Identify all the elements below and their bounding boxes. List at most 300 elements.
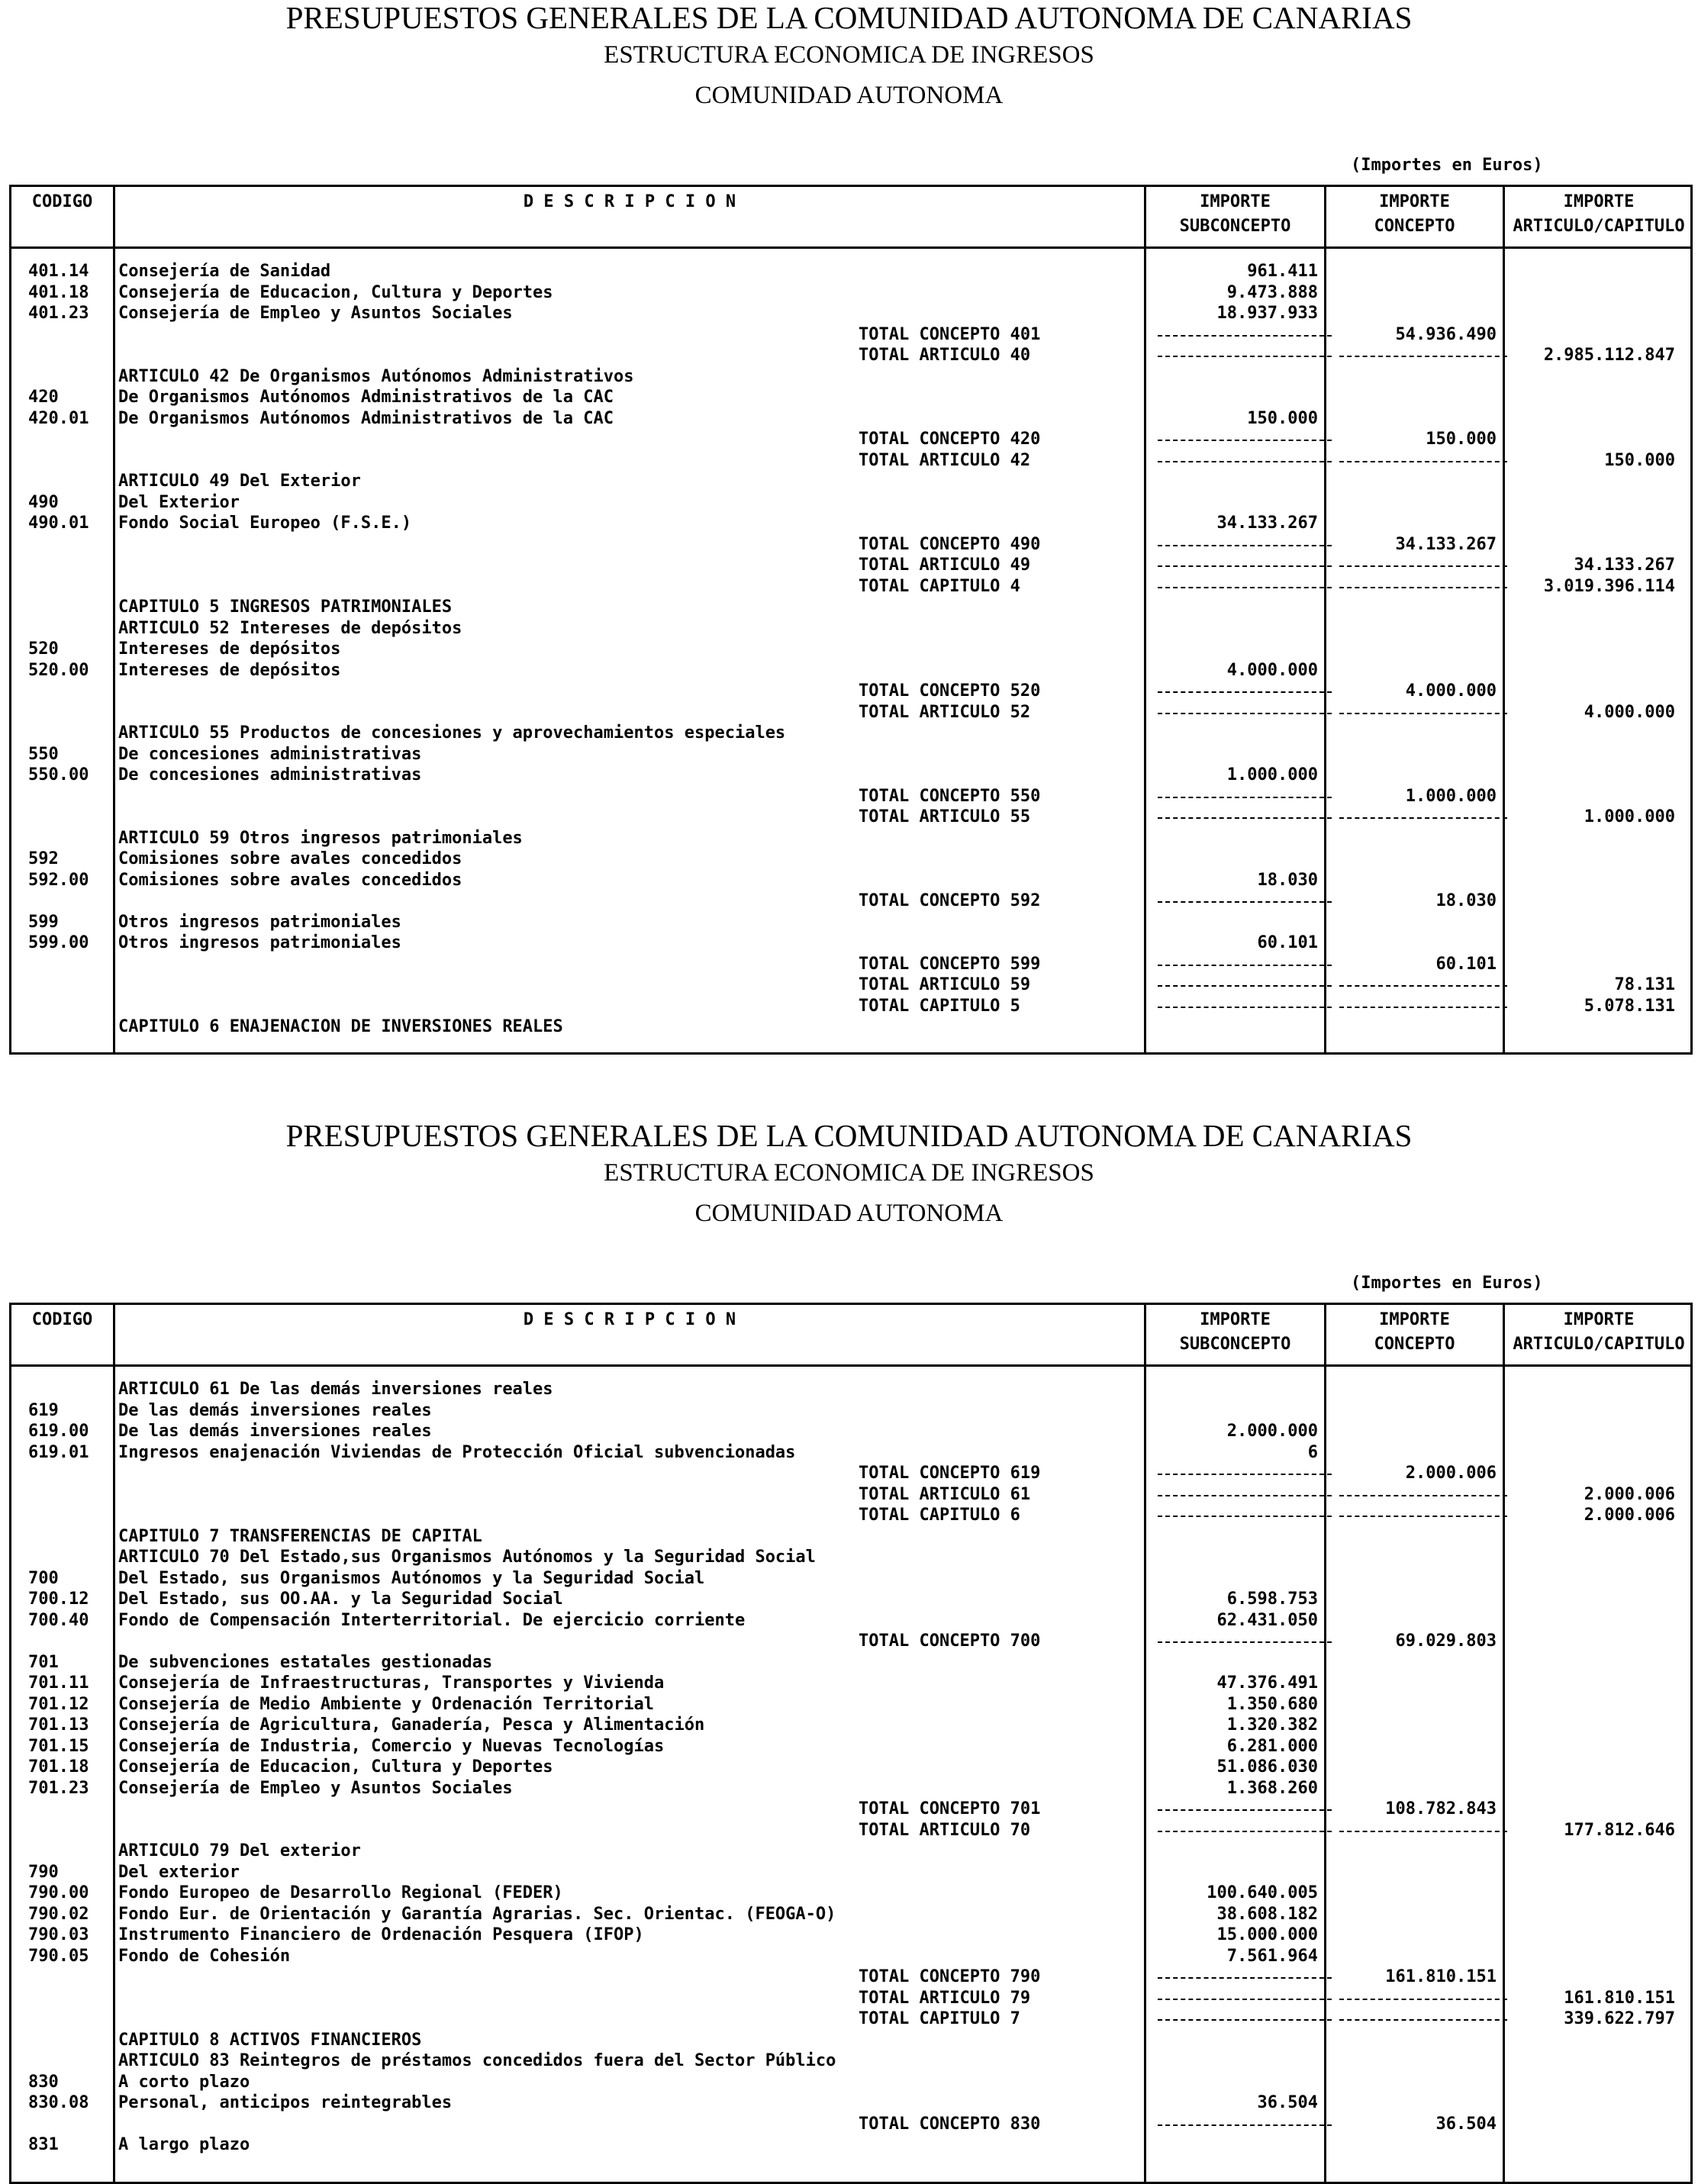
table-row bbox=[11, 303, 1690, 324]
row-code: 700.12 bbox=[28, 1590, 89, 1609]
total-row bbox=[11, 450, 1690, 472]
table-row bbox=[11, 1442, 1690, 1464]
row-total-label: TOTAL CONCEPTO 619 bbox=[859, 1464, 1041, 1483]
column-header-descripcion: D E S C R I P C I O N bbox=[523, 192, 736, 211]
row-code: 790.03 bbox=[28, 1925, 89, 1944]
row-total-label: TOTAL ARTICULO 61 bbox=[859, 1484, 1031, 1504]
row-total-label: TOTAL CAPITULO 5 bbox=[859, 996, 1020, 1016]
dashed-separator bbox=[1158, 1495, 1332, 1496]
row-importe-subconcepto: 47.376.491 bbox=[1216, 1673, 1318, 1693]
dashed-separator bbox=[1339, 713, 1507, 714]
dashed-separator bbox=[1158, 1831, 1332, 1832]
row-importe-subconcepto: 62.431.050 bbox=[1216, 1610, 1318, 1630]
row-description: De las demás inversiones reales bbox=[118, 1400, 432, 1420]
column-header-concepto-1: IMPORTE bbox=[1379, 192, 1450, 211]
row-description: A corto plazo bbox=[118, 2072, 250, 2092]
table-row bbox=[11, 2134, 1690, 2156]
table-row bbox=[11, 1016, 1690, 1038]
row-importe-concepto: 69.029.803 bbox=[1395, 1632, 1497, 1651]
row-code: 401.18 bbox=[28, 282, 89, 302]
row-importe-articulo: 2.000.006 bbox=[1584, 1484, 1675, 1504]
row-description: Otros ingresos patrimoniales bbox=[118, 912, 401, 932]
row-code: 790.00 bbox=[28, 1883, 89, 1902]
table-row bbox=[11, 1778, 1690, 1799]
row-description: Consejería de Empleo y Asuntos Sociales bbox=[118, 304, 513, 323]
row-total-label: TOTAL ARTICULO 52 bbox=[859, 702, 1031, 722]
row-importe-subconcepto: 38.608.182 bbox=[1216, 1904, 1318, 1924]
page-title: PRESUPUESTOS GENERALES DE LA COMUNIDAD AUTONOMA DE CANARIAS bbox=[285, 0, 1413, 35]
row-total-label: TOTAL CONCEPTO 592 bbox=[859, 891, 1041, 910]
row-description: Del exterior bbox=[118, 1862, 240, 1882]
column-header-concepto-2: CONCEPTO bbox=[1374, 217, 1455, 236]
row-code: 790.02 bbox=[28, 1904, 89, 1924]
row-total-label: TOTAL ARTICULO 55 bbox=[859, 807, 1031, 826]
row-code: 830.08 bbox=[28, 2093, 89, 2112]
dashed-separator bbox=[1158, 587, 1332, 588]
row-description: Intereses de depósitos bbox=[118, 639, 341, 659]
row-description: De concesiones administrativas bbox=[118, 765, 422, 784]
row-importe-concepto: 34.133.267 bbox=[1395, 534, 1497, 554]
row-importe-articulo: 5.078.131 bbox=[1584, 996, 1675, 1016]
row-description: ARTICULO 59 Otros ingresos patrimoniales bbox=[118, 828, 523, 848]
total-row bbox=[11, 786, 1690, 807]
total-row bbox=[11, 681, 1690, 702]
row-code: 520 bbox=[28, 639, 59, 659]
column-header-codigo: CODIGO bbox=[31, 1310, 93, 1329]
table-row bbox=[11, 261, 1690, 282]
row-importe-articulo: 34.133.267 bbox=[1574, 556, 1675, 575]
dashed-separator bbox=[1339, 1516, 1507, 1517]
row-code: 490 bbox=[28, 492, 59, 512]
dashed-separator bbox=[1339, 461, 1507, 462]
table-row bbox=[11, 387, 1690, 408]
dashed-separator bbox=[1158, 1474, 1332, 1475]
row-importe-subconcepto: 15.000.000 bbox=[1216, 1925, 1318, 1944]
row-importe-articulo: 1.000.000 bbox=[1584, 807, 1675, 826]
row-importe-concepto: 4.000.000 bbox=[1405, 681, 1497, 701]
row-importe-concepto: 18.030 bbox=[1435, 891, 1497, 910]
table-row bbox=[11, 1841, 1690, 1862]
row-code: 420 bbox=[28, 388, 59, 407]
row-code: 599.00 bbox=[28, 933, 89, 952]
row-importe-subconcepto: 51.086.030 bbox=[1216, 1757, 1318, 1777]
row-description: Consejería de Educacion, Cultura y Deportes bbox=[118, 282, 553, 302]
budget-table bbox=[9, 185, 1693, 1055]
row-code: 790.05 bbox=[28, 1946, 89, 1966]
table-row bbox=[11, 1400, 1690, 1422]
row-importe-articulo: 339.622.797 bbox=[1564, 2009, 1675, 2028]
table-row bbox=[11, 1610, 1690, 1632]
table-row bbox=[11, 1379, 1690, 1400]
dashed-separator bbox=[1158, 545, 1332, 546]
row-total-label: TOTAL CONCEPTO 550 bbox=[859, 786, 1041, 806]
dashed-separator bbox=[1339, 985, 1507, 987]
total-row bbox=[11, 576, 1690, 598]
dashed-separator bbox=[1158, 1641, 1332, 1643]
row-description: Del Estado, sus Organismos Autónomos y la Seguridad Social bbox=[118, 1568, 705, 1588]
row-description: CAPITULO 8 ACTIVOS FINANCIEROS bbox=[118, 2030, 422, 2050]
row-code: 550 bbox=[28, 744, 59, 764]
row-total-label: TOTAL CONCEPTO 420 bbox=[859, 430, 1041, 449]
total-row bbox=[11, 807, 1690, 828]
table-row bbox=[11, 366, 1690, 388]
row-description: Del Estado, sus OO.AA. y la Seguridad Social bbox=[118, 1590, 563, 1609]
row-importe-subconcepto: 6.598.753 bbox=[1226, 1590, 1318, 1609]
table-row bbox=[11, 660, 1690, 681]
row-total-label: TOTAL CONCEPTO 490 bbox=[859, 534, 1041, 554]
row-code: 830 bbox=[28, 2072, 59, 2092]
row-code: 701.11 bbox=[28, 1673, 89, 1693]
dashed-separator bbox=[1158, 1977, 1332, 1979]
dashed-separator bbox=[1158, 565, 1332, 567]
table-row bbox=[11, 912, 1690, 933]
column-header-descripcion: D E S C R I P C I O N bbox=[523, 1310, 736, 1329]
table-row bbox=[11, 1673, 1690, 1694]
dashed-separator bbox=[1158, 2019, 1332, 2021]
row-importe-articulo: 2.985.112.847 bbox=[1543, 346, 1675, 365]
table-row bbox=[11, 828, 1690, 849]
units-note: (Importes en Euros) bbox=[1351, 156, 1543, 175]
row-importe-concepto: 2.000.006 bbox=[1405, 1464, 1497, 1483]
total-row bbox=[11, 1484, 1690, 1506]
row-description: Consejería de Sanidad bbox=[118, 262, 331, 281]
row-total-label: TOTAL ARTICULO 70 bbox=[859, 1820, 1031, 1840]
dashed-separator bbox=[1158, 440, 1332, 441]
row-total-label: TOTAL ARTICULO 79 bbox=[859, 1988, 1031, 2008]
total-row bbox=[11, 891, 1690, 912]
dashed-separator bbox=[1339, 1999, 1507, 2000]
row-importe-subconcepto: 6.281.000 bbox=[1226, 1736, 1318, 1756]
table-row bbox=[11, 282, 1690, 304]
row-total-label: TOTAL CONCEPTO 830 bbox=[859, 2114, 1041, 2134]
total-row bbox=[11, 1988, 1690, 2009]
total-row bbox=[11, 996, 1690, 1017]
row-code: 619 bbox=[28, 1400, 59, 1420]
row-description: Personal, anticipos reintegrables bbox=[118, 2093, 453, 2112]
dashed-separator bbox=[1339, 1007, 1507, 1008]
table-row bbox=[11, 618, 1690, 639]
row-description: ARTICULO 79 Del exterior bbox=[118, 1841, 361, 1860]
total-row bbox=[11, 534, 1690, 556]
row-importe-concepto: 150.000 bbox=[1426, 430, 1497, 449]
table-row bbox=[11, 933, 1690, 954]
row-description: A largo plazo bbox=[118, 2135, 250, 2154]
row-code: 700 bbox=[28, 1568, 59, 1588]
row-total-label: TOTAL CONCEPTO 520 bbox=[859, 681, 1041, 701]
header-divider bbox=[11, 1364, 1690, 1367]
row-code: 592 bbox=[28, 849, 59, 868]
table-body bbox=[11, 1379, 1690, 2156]
column-header-subconcepto-2: SUBCONCEPTO bbox=[1179, 1335, 1291, 1354]
dashed-separator bbox=[1158, 1999, 1332, 2000]
row-description: Consejería de Industria, Comercio y Nuevas Tecnologías bbox=[118, 1736, 665, 1756]
table-row bbox=[11, 1883, 1690, 1904]
dashed-separator bbox=[1158, 965, 1332, 966]
row-total-label: TOTAL CONCEPTO 401 bbox=[859, 324, 1041, 344]
row-description: CAPITULO 5 INGRESOS PATRIMONIALES bbox=[118, 598, 453, 617]
table-row bbox=[11, 1862, 1690, 1883]
row-importe-subconcepto: 100.640.005 bbox=[1207, 1883, 1318, 1902]
column-header-concepto-1: IMPORTE bbox=[1379, 1310, 1450, 1329]
dashed-separator bbox=[1339, 817, 1507, 819]
row-description: Consejería de Infraestructuras, Transportes y Vivienda bbox=[118, 1673, 665, 1693]
table-row bbox=[11, 471, 1690, 492]
total-row bbox=[11, 345, 1690, 366]
table-row bbox=[11, 849, 1690, 870]
table-row bbox=[11, 639, 1690, 660]
total-row bbox=[11, 429, 1690, 450]
row-importe-concepto: 1.000.000 bbox=[1405, 786, 1497, 806]
row-code: 701.18 bbox=[28, 1757, 89, 1777]
row-importe-subconcepto: 7.561.964 bbox=[1226, 1946, 1318, 1966]
row-importe-subconcepto: 60.101 bbox=[1257, 933, 1318, 952]
row-code: 700.40 bbox=[28, 1610, 89, 1630]
total-row bbox=[11, 1967, 1690, 1988]
table-row bbox=[11, 1526, 1690, 1548]
row-description: ARTICULO 70 Del Estado,sus Organismos Autónomos y la Seguridad Social bbox=[118, 1548, 816, 1567]
units-note: (Importes en Euros) bbox=[1351, 1274, 1543, 1293]
table-row bbox=[11, 1589, 1690, 1610]
dashed-separator bbox=[1339, 356, 1507, 357]
total-row bbox=[11, 1799, 1690, 1820]
row-importe-concepto: 36.504 bbox=[1435, 2114, 1497, 2134]
column-header-articulo-2: ARTICULO/CAPITULO bbox=[1513, 217, 1685, 236]
total-row bbox=[11, 1820, 1690, 1841]
row-total-label: TOTAL CONCEPTO 599 bbox=[859, 954, 1041, 974]
total-row bbox=[11, 2008, 1690, 2030]
row-importe-subconcepto: 18.030 bbox=[1257, 870, 1318, 890]
row-description: ARTICULO 61 De las demás inversiones reales bbox=[118, 1380, 553, 1399]
row-description: CAPITULO 6 ENAJENACION DE INVERSIONES REALES bbox=[118, 1017, 563, 1036]
table-row bbox=[11, 1652, 1690, 1673]
row-total-label: TOTAL CAPITULO 4 bbox=[859, 576, 1020, 596]
row-importe-subconcepto: 1.368.260 bbox=[1226, 1778, 1318, 1798]
table-row bbox=[11, 765, 1690, 786]
dashed-separator bbox=[1339, 1831, 1507, 1832]
row-description: De las demás inversiones reales bbox=[118, 1422, 432, 1441]
row-total-label: TOTAL CAPITULO 6 bbox=[859, 1506, 1020, 1525]
row-description: De Organismos Autónomos Administrativos de la CAC bbox=[118, 408, 614, 428]
row-code: 619.00 bbox=[28, 1422, 89, 1441]
table-row bbox=[11, 2072, 1690, 2093]
dashed-separator bbox=[1158, 461, 1332, 462]
row-importe-subconcepto: 4.000.000 bbox=[1226, 660, 1318, 680]
row-importe-articulo: 78.131 bbox=[1614, 975, 1675, 994]
dashed-separator bbox=[1158, 335, 1332, 337]
row-description: De subvenciones estatales gestionadas bbox=[118, 1652, 493, 1672]
row-importe-subconcepto: 1.000.000 bbox=[1226, 765, 1318, 784]
table-row bbox=[11, 1421, 1690, 1442]
row-importe-subconcepto: 2.000.000 bbox=[1226, 1422, 1318, 1441]
table-row bbox=[11, 597, 1690, 618]
dashed-separator bbox=[1158, 713, 1332, 714]
row-code: 401.23 bbox=[28, 304, 89, 323]
row-importe-articulo: 2.000.006 bbox=[1584, 1506, 1675, 1525]
row-code: 550.00 bbox=[28, 765, 89, 784]
column-header-subconcepto-1: IMPORTE bbox=[1200, 1310, 1271, 1329]
dashed-separator bbox=[1158, 691, 1332, 693]
row-description: Otros ingresos patrimoniales bbox=[118, 933, 401, 952]
column-header-subconcepto-2: SUBCONCEPTO bbox=[1179, 217, 1291, 236]
column-header-subconcepto-1: IMPORTE bbox=[1200, 192, 1271, 211]
row-description: ARTICULO 83 Reintegros de préstamos concedidos fuera del Sector Público bbox=[118, 2051, 836, 2070]
dashed-separator bbox=[1158, 797, 1332, 798]
row-description: De Organismos Autónomos Administrativos de la CAC bbox=[118, 388, 614, 407]
total-row bbox=[11, 1631, 1690, 1652]
column-header-articulo-1: IMPORTE bbox=[1563, 1310, 1635, 1329]
row-description: ARTICULO 49 Del Exterior bbox=[118, 472, 361, 491]
table-row bbox=[11, 2030, 1690, 2051]
row-code: 619.01 bbox=[28, 1442, 89, 1462]
row-code: 599 bbox=[28, 912, 59, 932]
row-description: Consejería de Empleo y Asuntos Sociales bbox=[118, 1778, 513, 1798]
row-description: ARTICULO 42 De Organismos Autónomos Administrativos bbox=[118, 366, 634, 386]
table-row bbox=[11, 1736, 1690, 1757]
dashed-separator bbox=[1339, 565, 1507, 567]
row-description: Fondo Eur. de Orientación y Garantía Agrarias. Sec. Orientac. (FEOGA-O) bbox=[118, 1904, 836, 1924]
page-subtitle: ESTRUCTURA ECONOMICA DE INGRESOS bbox=[604, 41, 1094, 69]
row-description: Fondo Social Europeo (F.S.E.) bbox=[118, 514, 412, 533]
row-total-label: TOTAL ARTICULO 42 bbox=[859, 450, 1031, 470]
column-header-articulo-1: IMPORTE bbox=[1563, 192, 1635, 211]
row-importe-subconcepto: 6 bbox=[1307, 1442, 1318, 1462]
budget-table bbox=[9, 1303, 1693, 2184]
page-subtitle: ESTRUCTURA ECONOMICA DE INGRESOS bbox=[604, 1159, 1094, 1187]
row-description: Fondo de Compensación Interterritorial. De ejercicio corriente bbox=[118, 1610, 746, 1630]
row-importe-articulo: 4.000.000 bbox=[1584, 702, 1675, 722]
row-description: Del Exterior bbox=[118, 492, 240, 512]
dashed-separator bbox=[1158, 1809, 1332, 1811]
row-total-label: TOTAL CONCEPTO 700 bbox=[859, 1632, 1041, 1651]
row-importe-articulo: 161.810.151 bbox=[1564, 1988, 1675, 2008]
row-code: 401.14 bbox=[28, 262, 89, 281]
total-row bbox=[11, 2114, 1690, 2135]
column-header-codigo: CODIGO bbox=[31, 192, 93, 211]
table-row bbox=[11, 513, 1690, 534]
table-row bbox=[11, 723, 1690, 744]
row-importe-subconcepto: 9.473.888 bbox=[1226, 282, 1318, 302]
row-description: Consejería de Educacion, Cultura y Deportes bbox=[118, 1757, 553, 1777]
row-importe-subconcepto: 18.937.933 bbox=[1216, 304, 1318, 323]
row-code: 420.01 bbox=[28, 408, 89, 428]
table-row bbox=[11, 1715, 1690, 1736]
row-code: 701 bbox=[28, 1652, 59, 1672]
table-row bbox=[11, 1925, 1690, 1946]
row-description: Fondo de Cohesión bbox=[118, 1946, 291, 1966]
row-total-label: TOTAL CONCEPTO 790 bbox=[859, 1967, 1041, 1986]
row-importe-subconcepto: 1.350.680 bbox=[1226, 1694, 1318, 1714]
row-description: ARTICULO 55 Productos de concesiones y aprovechamientos especiales bbox=[118, 723, 786, 742]
row-importe-subconcepto: 150.000 bbox=[1247, 408, 1318, 428]
row-importe-concepto: 60.101 bbox=[1435, 954, 1497, 974]
row-code: 701.12 bbox=[28, 1694, 89, 1714]
table-row bbox=[11, 492, 1690, 514]
table-row bbox=[11, 870, 1690, 891]
row-importe-subconcepto: 36.504 bbox=[1257, 2093, 1318, 2112]
dashed-separator bbox=[1339, 1495, 1507, 1496]
column-header-concepto-2: CONCEPTO bbox=[1374, 1335, 1455, 1354]
row-code: 701.13 bbox=[28, 1715, 89, 1735]
table-body bbox=[11, 261, 1690, 1038]
row-description: Comisiones sobre avales concedidos bbox=[118, 849, 462, 868]
row-description: Consejería de Agricultura, Ganadería, Pesca y Alimentación bbox=[118, 1715, 705, 1735]
row-code: 831 bbox=[28, 2135, 59, 2154]
row-description: ARTICULO 52 Intereses de depósitos bbox=[118, 618, 462, 638]
table-row bbox=[11, 1946, 1690, 1967]
row-importe-concepto: 161.810.151 bbox=[1385, 1967, 1497, 1986]
table-row bbox=[11, 1694, 1690, 1715]
total-row bbox=[11, 1463, 1690, 1484]
row-code: 701.15 bbox=[28, 1736, 89, 1756]
total-row bbox=[11, 702, 1690, 723]
column-header-articulo-2: ARTICULO/CAPITULO bbox=[1513, 1335, 1685, 1354]
total-row bbox=[11, 954, 1690, 975]
row-description: De concesiones administrativas bbox=[118, 744, 422, 764]
total-row bbox=[11, 324, 1690, 346]
table-row bbox=[11, 2050, 1690, 2072]
dashed-separator bbox=[1158, 1516, 1332, 1517]
row-importe-subconcepto: 1.320.382 bbox=[1226, 1715, 1318, 1735]
page-entity: COMUNIDAD AUTONOMA bbox=[694, 1200, 1004, 1227]
row-total-label: TOTAL ARTICULO 49 bbox=[859, 556, 1031, 575]
header-divider bbox=[11, 246, 1690, 249]
row-code: 701.23 bbox=[28, 1778, 89, 1798]
page-entity: COMUNIDAD AUTONOMA bbox=[694, 82, 1004, 109]
page-title: PRESUPUESTOS GENERALES DE LA COMUNIDAD AUTONOMA DE CANARIAS bbox=[285, 1118, 1413, 1153]
table-row bbox=[11, 1757, 1690, 1778]
dashed-separator bbox=[1158, 1007, 1332, 1008]
row-importe-concepto: 108.782.843 bbox=[1385, 1799, 1497, 1818]
row-code: 520.00 bbox=[28, 660, 89, 680]
row-code: 490.01 bbox=[28, 514, 89, 533]
row-total-label: TOTAL ARTICULO 59 bbox=[859, 975, 1031, 994]
table-row bbox=[11, 1904, 1690, 1925]
row-description: Instrumento Financiero de Ordenación Pesquera (IFOP) bbox=[118, 1925, 644, 1944]
row-total-label: TOTAL CONCEPTO 701 bbox=[859, 1799, 1041, 1818]
row-description: Fondo Europeo de Desarrollo Regional (FEDER) bbox=[118, 1883, 563, 1902]
row-code: 790 bbox=[28, 1862, 59, 1882]
dashed-separator bbox=[1339, 2019, 1507, 2021]
dashed-separator bbox=[1158, 817, 1332, 819]
row-description: Ingresos enajenación Viviendas de Protección Oficial subvencionadas bbox=[118, 1442, 796, 1462]
table-row bbox=[11, 408, 1690, 430]
row-importe-articulo: 3.019.396.114 bbox=[1543, 576, 1675, 596]
total-row bbox=[11, 974, 1690, 996]
table-row bbox=[11, 2092, 1690, 2114]
table-row bbox=[11, 1547, 1690, 1568]
row-importe-subconcepto: 34.133.267 bbox=[1216, 514, 1318, 533]
row-description: CAPITULO 7 TRANSFERENCIAS DE CAPITAL bbox=[118, 1526, 482, 1546]
dashed-separator bbox=[1158, 2124, 1332, 2126]
row-total-label: TOTAL ARTICULO 40 bbox=[859, 346, 1031, 365]
dashed-separator bbox=[1158, 356, 1332, 357]
row-importe-subconcepto: 961.411 bbox=[1247, 262, 1318, 281]
row-importe-articulo: 177.812.646 bbox=[1564, 1820, 1675, 1840]
row-code: 592.00 bbox=[28, 870, 89, 890]
total-row bbox=[11, 555, 1690, 576]
row-total-label: TOTAL CAPITULO 7 bbox=[859, 2009, 1020, 2028]
row-description: Intereses de depósitos bbox=[118, 660, 341, 680]
row-description: Comisiones sobre avales concedidos bbox=[118, 870, 462, 890]
table-row bbox=[11, 744, 1690, 765]
row-importe-concepto: 54.936.490 bbox=[1395, 324, 1497, 344]
total-row bbox=[11, 1505, 1690, 1526]
table-row bbox=[11, 1568, 1690, 1590]
dashed-separator bbox=[1339, 587, 1507, 588]
row-importe-articulo: 150.000 bbox=[1604, 450, 1675, 470]
row-description: Consejería de Medio Ambiente y Ordenación Territorial bbox=[118, 1694, 654, 1714]
dashed-separator bbox=[1158, 901, 1332, 903]
